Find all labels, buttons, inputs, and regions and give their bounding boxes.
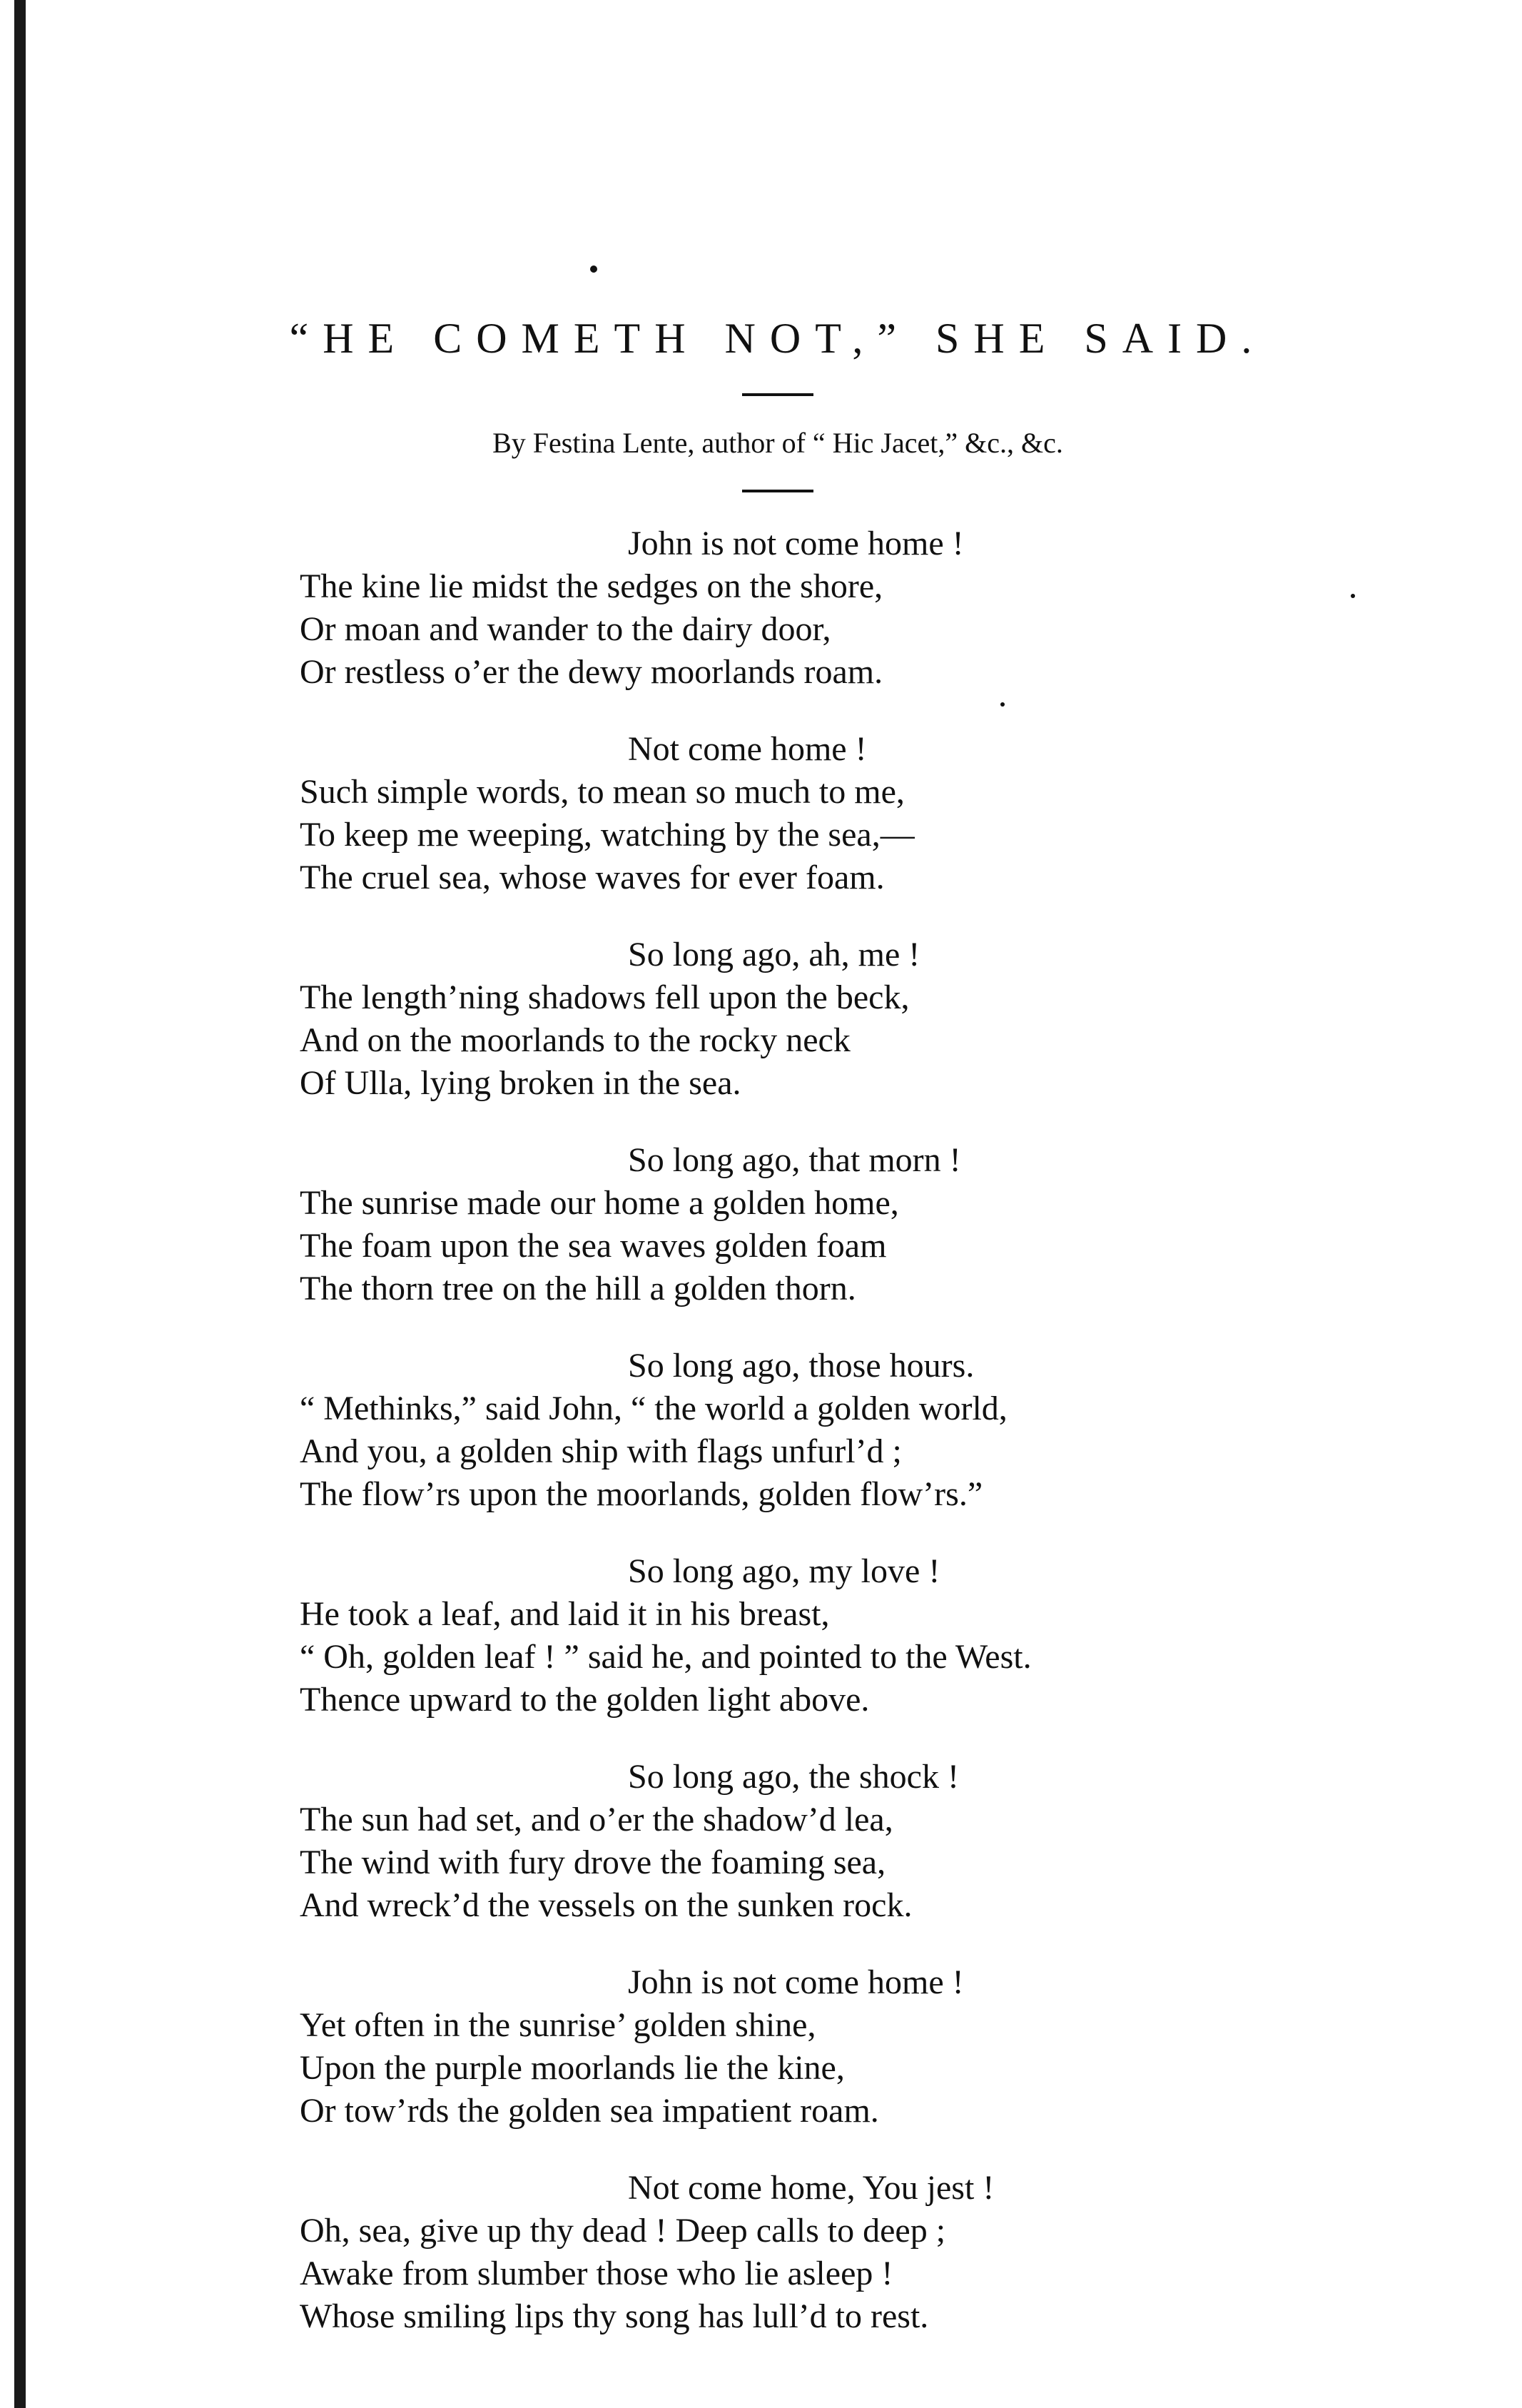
stanza-lead-line: So long ago, my love ! bbox=[628, 1552, 940, 1590]
stanza-lead-line: So long ago, ah, me ! bbox=[628, 936, 920, 973]
stanza bbox=[285, 1139, 1270, 1310]
stanza-line: Or restless o’er the dewy moorlands roam. bbox=[300, 653, 883, 691]
stanza-lead-line: So long ago, the shock ! bbox=[628, 1758, 959, 1796]
stanza-lead-line: John is not come home ! bbox=[628, 525, 964, 562]
page-spine-shadow bbox=[0, 0, 31, 2408]
stanza-line: Of Ulla, lying broken in the sea. bbox=[300, 1064, 741, 1102]
stanza-line: Upon the purple moorlands lie the kine, bbox=[300, 2049, 845, 2087]
stanza-line: To keep me weeping, watching by the sea,— bbox=[300, 816, 915, 854]
stanza-lead-line: Not come home, You jest ! bbox=[628, 2169, 995, 2207]
stanza-line: Awake from slumber those who lie asleep ! bbox=[300, 2255, 893, 2292]
stanza-line: The sunrise made our home a golden home, bbox=[300, 1184, 899, 1222]
stanza bbox=[285, 2167, 1270, 2338]
stanza-lead-line: So long ago, that morn ! bbox=[628, 1141, 961, 1179]
stanza bbox=[285, 1345, 1270, 1516]
stanza-line: The cruel sea, whose waves for ever foam. bbox=[300, 859, 885, 896]
stanza bbox=[285, 1961, 1270, 2133]
poem-title: “HE COMETH NOT,” SHE SAID. bbox=[289, 315, 1267, 362]
stanza-line: Whose smiling lips thy song has lull’d to rest. bbox=[300, 2297, 929, 2335]
stanza-line: “ Oh, golden leaf ! ” said he, and pointed to the West. bbox=[300, 1638, 1032, 1676]
stanza-line: The wind with fury drove the foaming sea, bbox=[300, 1843, 886, 1881]
stanza-line: “ Methinks,” said John, “ the world a golden world, bbox=[300, 1390, 1008, 1427]
stanza-line: The sun had set, and o’er the shadow’d lea, bbox=[300, 1801, 893, 1838]
stanza-line: He took a leaf, and laid it in his breast, bbox=[300, 1595, 830, 1633]
stanza-line: And on the moorlands to the rocky neck bbox=[300, 1021, 851, 1059]
stanza-line: Oh, sea, give up thy dead ! Deep calls to deep ; bbox=[300, 2212, 946, 2250]
stanza-line: And you, a golden ship with flags unfurl’d ; bbox=[300, 1432, 902, 1470]
stanza-line: Such simple words, to mean so much to me, bbox=[300, 773, 905, 811]
byline-rule bbox=[742, 490, 813, 492]
stanza-line: Or tow’rds the golden sea impatient roam. bbox=[300, 2092, 879, 2130]
stanza-line: The kine lie midst the sedges on the shore, bbox=[300, 567, 883, 605]
stanza-line: Or moan and wander to the dairy door, bbox=[300, 610, 831, 648]
stanza bbox=[285, 934, 1270, 1105]
stanza-line: Thence upward to the golden light above. bbox=[300, 1681, 870, 1719]
stanza-lead-line: So long ago, those hours. bbox=[628, 1347, 975, 1385]
stanza-lead-line: Not come home ! bbox=[628, 730, 867, 768]
stanza bbox=[285, 522, 1270, 694]
stanza-line: The foam upon the sea waves golden foam bbox=[300, 1227, 887, 1265]
stanza bbox=[285, 728, 1270, 899]
stanza-line: The thorn tree on the hill a golden thorn. bbox=[300, 1270, 856, 1307]
poem-byline: By Festina Lente, author of “ Hic Jacet,” &c., &c. bbox=[492, 427, 1063, 459]
stanza-line: And wreck’d the vessels on the sunken rock. bbox=[300, 1886, 913, 1924]
poem-page bbox=[285, 314, 1270, 2338]
stanza bbox=[285, 1756, 1270, 1927]
stanza-lead-line: John is not come home ! bbox=[628, 1963, 964, 2001]
stanza-line: The flow’rs upon the moorlands, golden flow’rs.” bbox=[300, 1475, 983, 1513]
stanza-line: The length’ning shadows fell upon the beck, bbox=[300, 978, 910, 1016]
stanza-line: Yet often in the sunrise’ golden shine, bbox=[300, 2006, 816, 2044]
ink-speck bbox=[590, 265, 597, 273]
ink-speck bbox=[1351, 594, 1355, 598]
title-rule bbox=[742, 393, 813, 396]
stanza bbox=[285, 1550, 1270, 1721]
